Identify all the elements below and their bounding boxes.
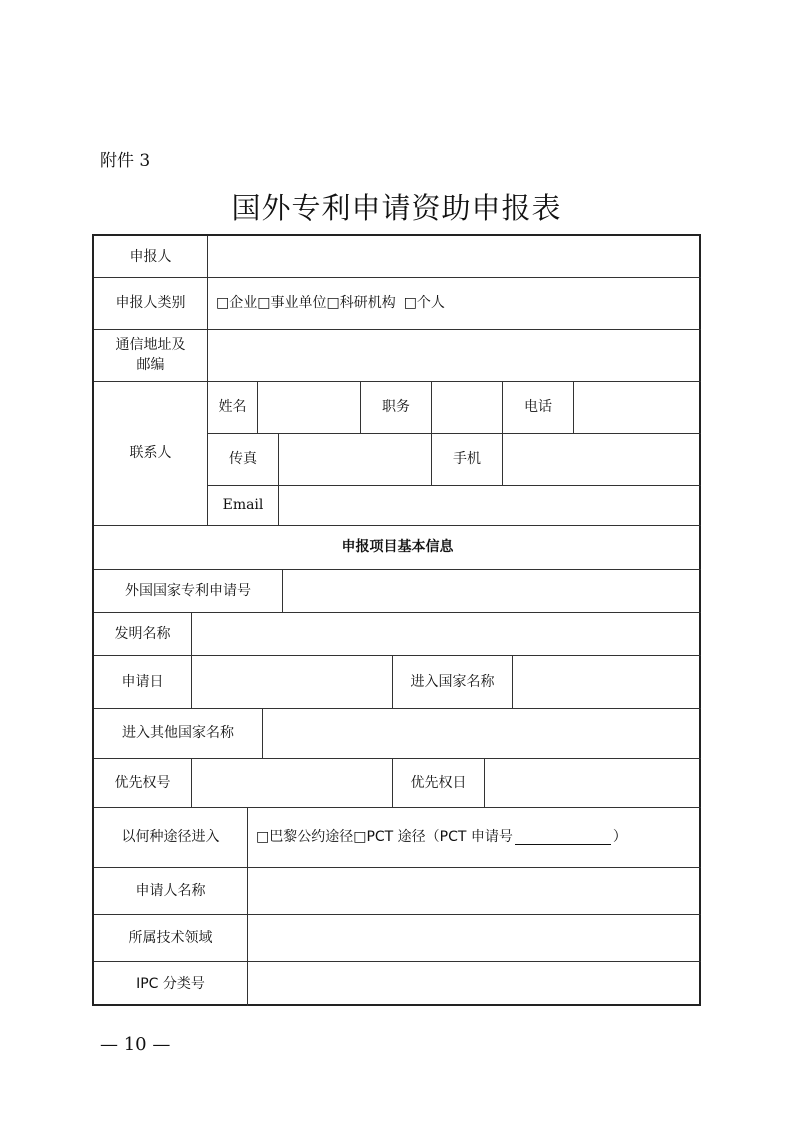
- invention-name-label: 发明名称: [114, 625, 171, 642]
- phone-label: 电话: [524, 399, 552, 415]
- section-header: 申报项目基本信息: [341, 539, 454, 555]
- other-countries-label: 进入其他国家名称: [122, 725, 234, 741]
- name-input[interactable]: [258, 381, 360, 433]
- tech-field-label: 所属技术领域: [128, 929, 213, 946]
- phone-input[interactable]: [574, 381, 701, 433]
- option-institution[interactable]: □事业单位: [257, 295, 327, 311]
- pct-number-input[interactable]: [515, 830, 611, 845]
- entry-country-input[interactable]: [513, 655, 701, 708]
- app-date-label: 申请日: [121, 673, 164, 690]
- priority-no-label: 优先权号: [114, 774, 171, 791]
- applicant-name-label: 申请人名称: [135, 882, 206, 899]
- invention-name-input[interactable]: [192, 612, 701, 655]
- address-input[interactable]: [208, 329, 701, 381]
- other-countries-input[interactable]: [263, 708, 701, 758]
- application-form-table: [92, 234, 701, 1006]
- address-label: [94, 329, 207, 381]
- option-pct[interactable]: □PCT 途径（PCT 申请号: [353, 829, 513, 845]
- app-date-input[interactable]: [192, 655, 392, 708]
- position-input[interactable]: [432, 381, 502, 433]
- ipc-input[interactable]: [248, 961, 701, 1006]
- applicant-label: 申报人: [129, 248, 172, 265]
- option-paris[interactable]: □巴黎公约途径: [256, 829, 354, 845]
- fax-label: 传真: [229, 451, 257, 467]
- entry-route-label: 以何种途径进入: [121, 829, 220, 845]
- attachment-label: 附件 3: [100, 151, 151, 171]
- tech-field-input[interactable]: [248, 914, 701, 961]
- address-label-line1: 通信地址及: [115, 337, 186, 353]
- position-label: 职务: [382, 399, 410, 415]
- applicant-name-input[interactable]: [248, 867, 701, 914]
- mobile-input[interactable]: [503, 433, 701, 485]
- applicant-type-options: [208, 277, 701, 329]
- page-title: 国外专利申请资助申报表: [231, 191, 562, 225]
- contact-label: 联系人: [129, 445, 172, 461]
- address-label-line2: 邮编: [136, 357, 165, 373]
- email-label: Email: [222, 497, 264, 513]
- option-individual[interactable]: □个人: [403, 295, 445, 311]
- priority-no-input[interactable]: [192, 758, 392, 807]
- priority-date-label: 优先权日: [410, 774, 467, 791]
- foreign-app-no-input[interactable]: [283, 569, 701, 612]
- applicant-input[interactable]: [208, 236, 701, 277]
- option-enterprise[interactable]: □企业: [216, 295, 258, 311]
- entry-route-options: [248, 807, 701, 867]
- entry-country-label: 进入国家名称: [410, 673, 495, 690]
- foreign-app-no-label: 外国国家专利申请号: [125, 582, 251, 599]
- name-label: 姓名: [218, 399, 247, 415]
- route-close-paren: ）: [612, 829, 627, 845]
- ipc-label: IPC 分类号: [136, 975, 205, 992]
- option-research[interactable]: □科研机构: [326, 295, 396, 311]
- fax-input[interactable]: [279, 433, 431, 485]
- priority-date-input[interactable]: [485, 758, 701, 807]
- mobile-label: 手机: [453, 451, 481, 467]
- applicant-type-label: 申报人类别: [115, 295, 186, 311]
- page-number: — 10 —: [100, 1034, 171, 1055]
- email-input[interactable]: [279, 485, 701, 525]
